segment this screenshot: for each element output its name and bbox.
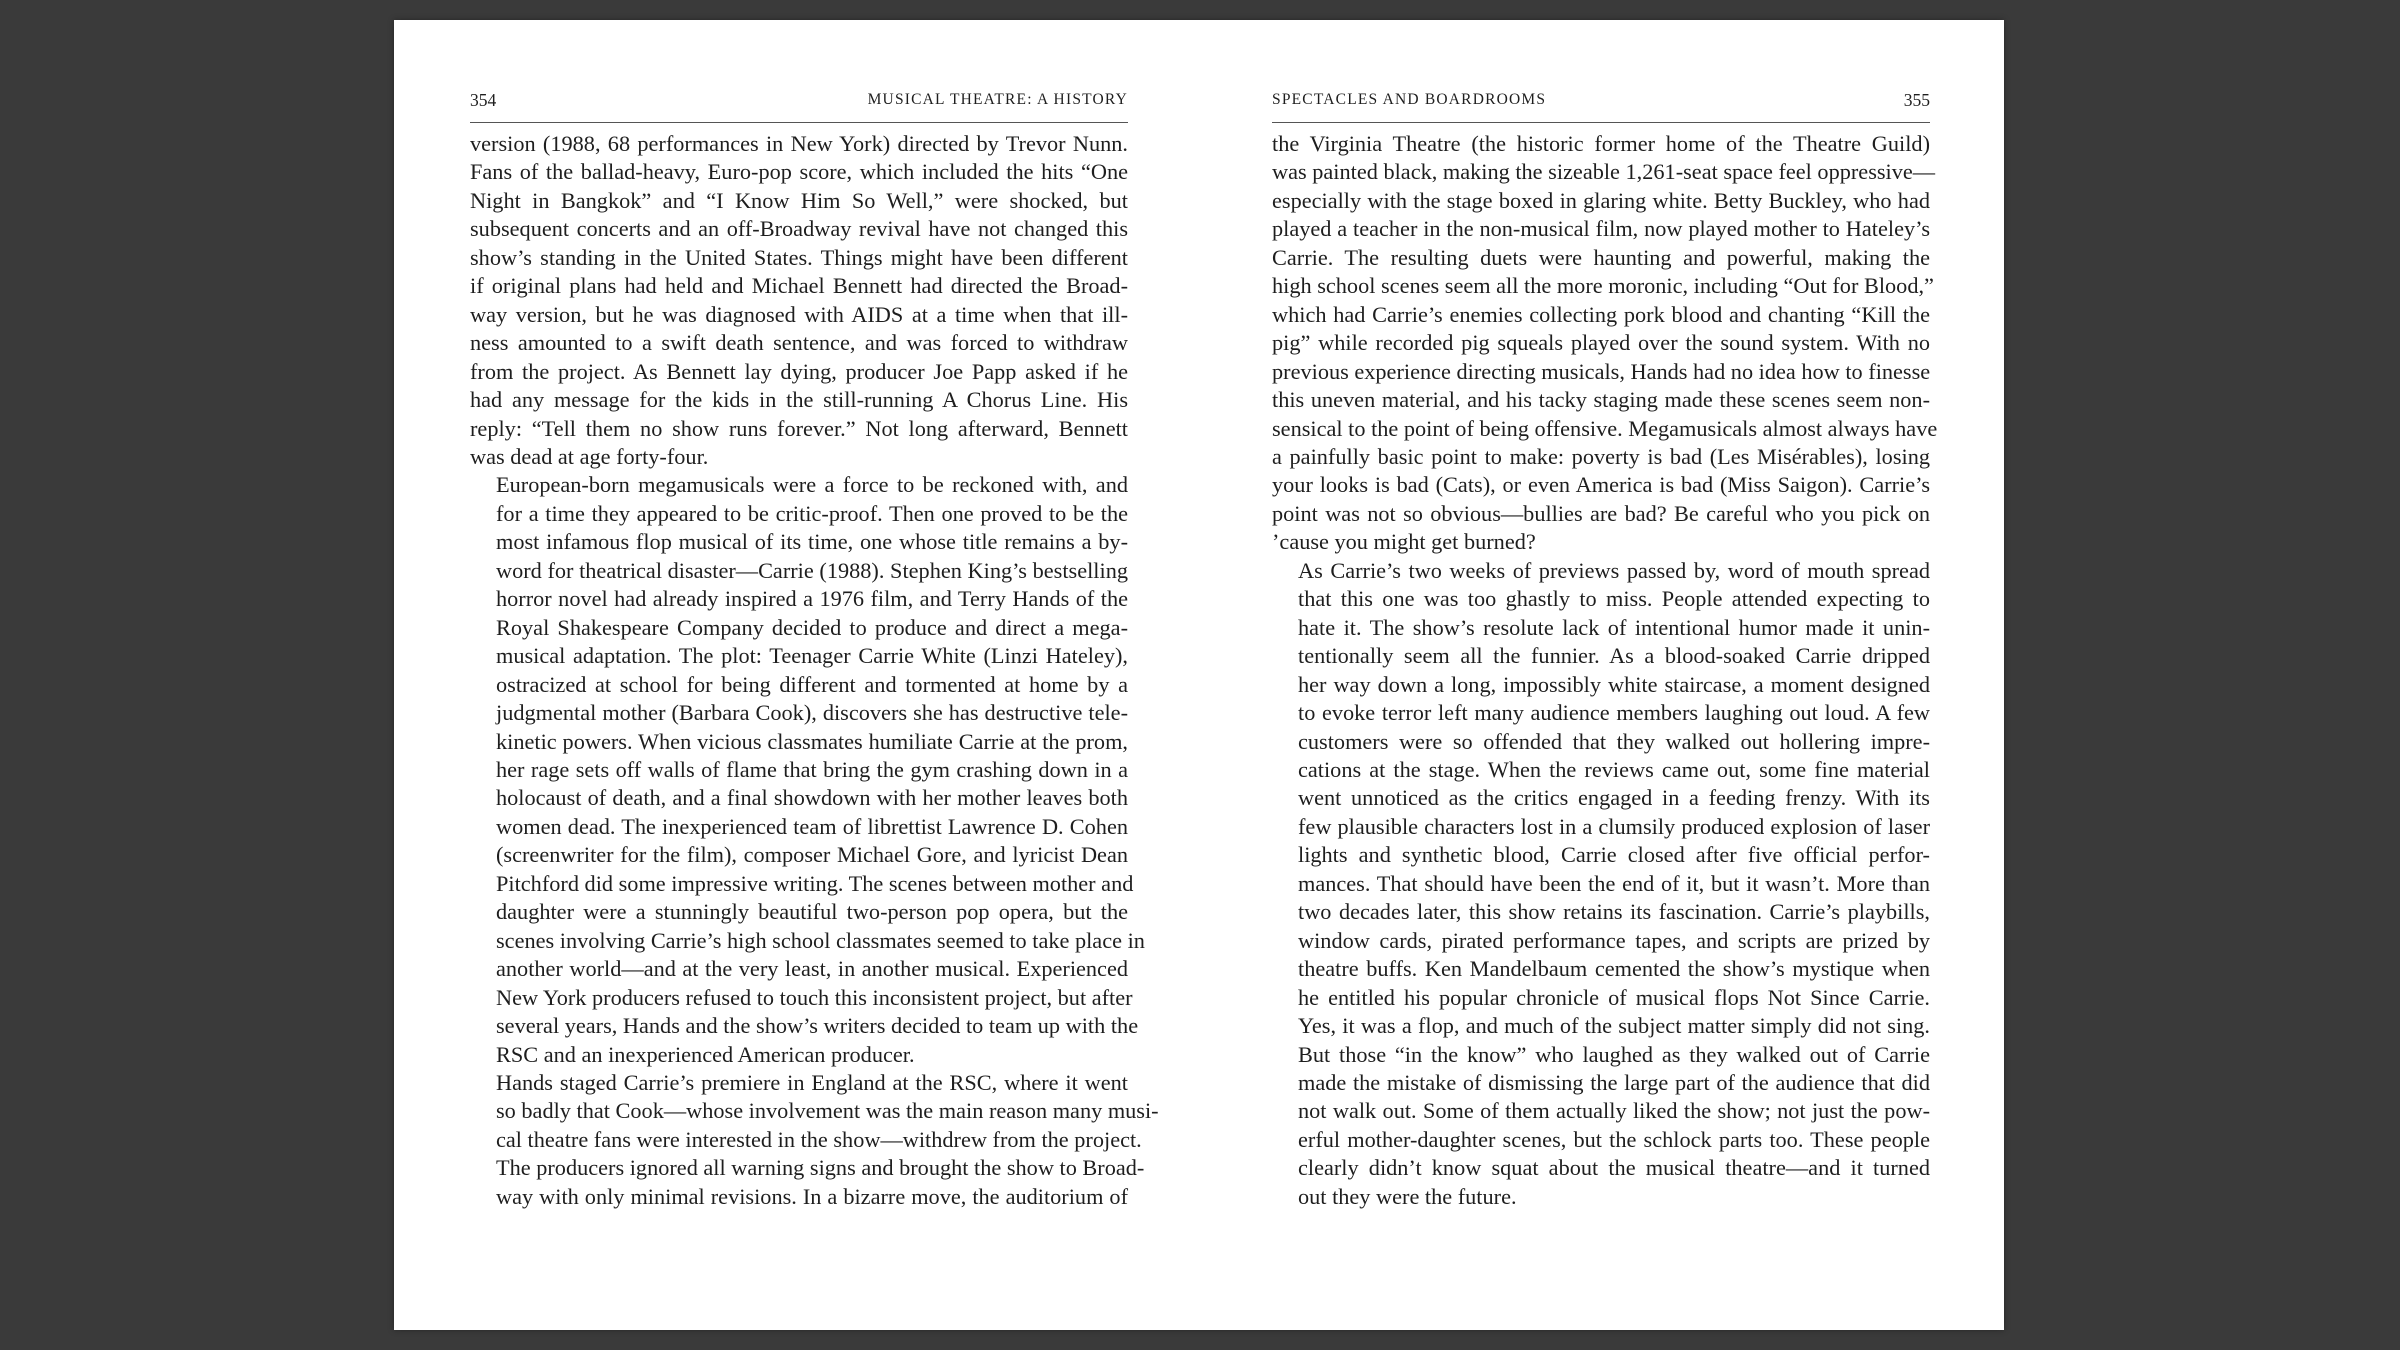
text-line: horror novel had already inspired a 1976 film, and Terry Hands of the <box>496 586 1128 612</box>
text-line: point was not so obvious—bullies are bad? Be careful who you pick on <box>1272 500 1930 526</box>
text-line: women dead. The inexperienced team of librettist Lawrence D. Cohen <box>496 813 1128 839</box>
text-line: scenes involving Carrie’s high school classmates seemed to take place in <box>496 927 1145 953</box>
left-page-header <box>470 90 1128 123</box>
text-line: Hands staged Carrie’s premiere in England at the RSC, where it went <box>496 1069 1128 1095</box>
text-line: ness amounted to a swift death sentence, and was forced to withdraw <box>470 330 1128 356</box>
paragraph <box>470 471 1145 1069</box>
text-line: your looks is bad (Cats), or even America is bad (Miss Saigon). Carrie’s <box>1272 472 1930 498</box>
text-line: especially with the stage boxed in glaring white. Betty Buckley, who had <box>1272 187 1930 213</box>
text-line: hate it. The show’s resolute lack of intentional humor made it unin- <box>1298 614 1930 640</box>
text-line: subsequent concerts and an off-Broadway revival have not changed this <box>470 216 1128 242</box>
text-line: erful mother-daughter scenes, but the schlock parts too. These people <box>1298 1126 1930 1152</box>
text-line: tentionally seem all the funnier. As a blood-soaked Carrie dripped <box>1298 643 1930 669</box>
running-head: SPECTACLES AND BOARDROOMS <box>1272 91 1547 108</box>
text-line: version (1988, 68 performances in New York) directed by Trevor Nunn. <box>470 131 1128 156</box>
running-head: MUSICAL THEATRE: A HISTORY <box>867 91 1128 108</box>
paragraph <box>1272 557 1930 1211</box>
text-line: the Virginia Theatre (the historic former home of the Theatre Guild) <box>1272 131 1930 156</box>
text-line: judgmental mother (Barbara Cook), discovers she has destructive tele- <box>496 700 1128 726</box>
text-line: mances. That should have been the end of it, but it wasn’t. More than <box>1298 870 1930 896</box>
text-line: theatre buffs. Ken Mandelbaum cemented the show’s mystique when <box>1298 956 1930 982</box>
text-line: went unnoticed as the critics engaged in a feeding frenzy. With its <box>1298 785 1930 811</box>
text-line: Fans of the ballad-heavy, Euro-pop score, which included the hits “One <box>470 159 1128 185</box>
text-line: Carrie. The resulting duets were haunting and powerful, making the <box>1272 244 1930 270</box>
text-line: way with only minimal revisions. In a bizarre move, the auditorium of <box>496 1183 1128 1209</box>
text-line: pig” while recorded pig squeals played over the sound system. With no <box>1272 330 1930 356</box>
text-line: played a teacher in the non-musical film, now played mother to Hateley’s <box>1272 216 1930 242</box>
text-line: cations at the stage. When the reviews came out, some fine material <box>1298 756 1930 782</box>
text-line: not walk out. Some of them actually liked the show; not just the pow- <box>1298 1098 1930 1124</box>
text-line: he entitled his popular chronicle of musical flops Not Since Carrie. <box>1298 984 1930 1010</box>
text-line: lights and synthetic blood, Carrie closed after five official perfor- <box>1298 842 1930 868</box>
text-line: clearly didn’t know squat about the musical theatre—and it turned <box>1298 1155 1930 1181</box>
text-line: But those “in the know” who laughed as they walked out of Carrie <box>1298 1041 1930 1067</box>
text-line: way version, but he was diagnosed with AIDS at a time when that ill- <box>470 301 1128 327</box>
text-line: if original plans had held and Michael Bennett had directed the Broad- <box>470 273 1128 299</box>
text-line: The producers ignored all warning signs and brought the show to Broad- <box>496 1155 1145 1181</box>
text-line: ’cause you might get burned? <box>1272 529 1536 555</box>
text-line: high school scenes seem all the more moronic, including “Out for Blood,” <box>1272 273 1934 299</box>
text-line: that this one was too ghastly to miss. People attended expecting to <box>1298 586 1930 612</box>
text-line: her way down a long, impossibly white staircase, a moment designed <box>1298 671 1930 697</box>
text-line: holocaust of death, and a final showdown with her mother leaves both <box>496 785 1128 811</box>
text-line: this uneven material, and his tacky staging made these scenes seem non- <box>1272 387 1930 413</box>
text-line: a painfully basic point to make: poverty is bad (Les Misérables), losing <box>1272 443 1930 469</box>
text-line: out they were the future. <box>1298 1183 1517 1209</box>
paragraph <box>470 1069 1159 1211</box>
text-line: daughter were a stunningly beautiful two-person pop opera, but the <box>496 899 1128 925</box>
left-page <box>470 20 1159 1330</box>
text-line: sensical to the point of being offensive. Megamusicals almost always have <box>1272 415 1938 441</box>
text-line: was dead at age forty-four. <box>470 443 709 469</box>
text-line: to evoke terror left many audience members laughing out loud. A few <box>1298 700 1930 726</box>
right-page-body <box>1272 130 1938 1211</box>
paragraph <box>470 130 1128 471</box>
text-line: several years, Hands and the show’s writers decided to team up with the <box>496 1013 1139 1039</box>
text-line: so badly that Cook—whose involvement was the main reason many musi- <box>496 1098 1159 1124</box>
text-line: few plausible characters lost in a clumsily produced explosion of laser <box>1298 813 1930 839</box>
text-line: which had Carrie’s enemies collecting pork blood and chanting “Kill the <box>1272 301 1930 327</box>
text-line: Pitchford did some impressive writing. The scenes between mother and <box>496 870 1134 896</box>
text-line: window cards, pirated performance tapes, and scripts are prized by <box>1298 927 1930 953</box>
text-line: word for theatrical disaster—Carrie (1988). Stephen King’s bestselling <box>496 557 1128 583</box>
text-line: most infamous flop musical of its time, one whose title remains a by- <box>496 529 1128 555</box>
paragraph <box>1272 130 1938 557</box>
text-line: reply: “Tell them no show runs forever.” Not long afterward, Bennett <box>470 415 1128 441</box>
text-line: musical adaptation. The plot: Teenager Carrie White (Linzi Hateley), <box>496 643 1128 669</box>
text-line: was painted black, making the sizeable 1,261-seat space feel oppressive— <box>1272 159 1936 185</box>
left-page-body <box>470 130 1159 1211</box>
text-line: European-born megamusicals were a force to be reckoned with, and <box>496 472 1128 498</box>
page-number: 355 <box>1903 90 1930 110</box>
text-line: Yes, it was a flop, and much of the subject matter simply did not sing. <box>1298 1013 1930 1039</box>
text-line: (screenwriter for the film), composer Michael Gore, and lyricist Dean <box>496 842 1128 868</box>
text-line: RSC and an inexperienced American producer. <box>496 1041 915 1067</box>
text-line: had any message for the kids in the still-running A Chorus Line. His <box>470 387 1128 413</box>
text-line: customers were so offended that they walked out hollering impre- <box>1298 728 1930 754</box>
right-page <box>1272 20 1938 1330</box>
text-line: Royal Shakespeare Company decided to produce and direct a mega- <box>496 614 1128 640</box>
page-number: 354 <box>470 90 497 110</box>
text-line: As Carrie’s two weeks of previews passed by, word of mouth spread <box>1298 557 1930 583</box>
text-line: show’s standing in the United States. Things might have been different <box>470 244 1128 270</box>
text-line: kinetic powers. When vicious classmates humiliate Carrie at the prom, <box>496 728 1128 754</box>
text-line: another world—and at the very least, in another musical. Experienced <box>496 956 1128 982</box>
text-line: her rage sets off walls of flame that bring the gym crashing down in a <box>496 756 1128 782</box>
right-page-header <box>1272 90 1930 123</box>
text-line: New York producers refused to touch this inconsistent project, but after <box>496 984 1133 1010</box>
text-line: ostracized at school for being different and tormented at home by a <box>496 671 1128 697</box>
text-line: Night in Bangkok” and “I Know Him So Well,” were shocked, but <box>470 187 1128 213</box>
text-line: for a time they appeared to be critic-proof. Then one proved to be the <box>496 500 1128 526</box>
text-line: made the mistake of dismissing the large part of the audience that did <box>1298 1069 1930 1095</box>
book-spread <box>394 20 2004 1330</box>
text-line: previous experience directing musicals, Hands had no idea how to finesse <box>1272 358 1931 384</box>
text-line: cal theatre fans were interested in the show—withdrew from the project. <box>496 1126 1142 1152</box>
text-line: from the project. As Bennett lay dying, producer Joe Papp asked if he <box>470 358 1128 384</box>
text-line: two decades later, this show retains its fascination. Carrie’s playbills, <box>1298 899 1930 925</box>
